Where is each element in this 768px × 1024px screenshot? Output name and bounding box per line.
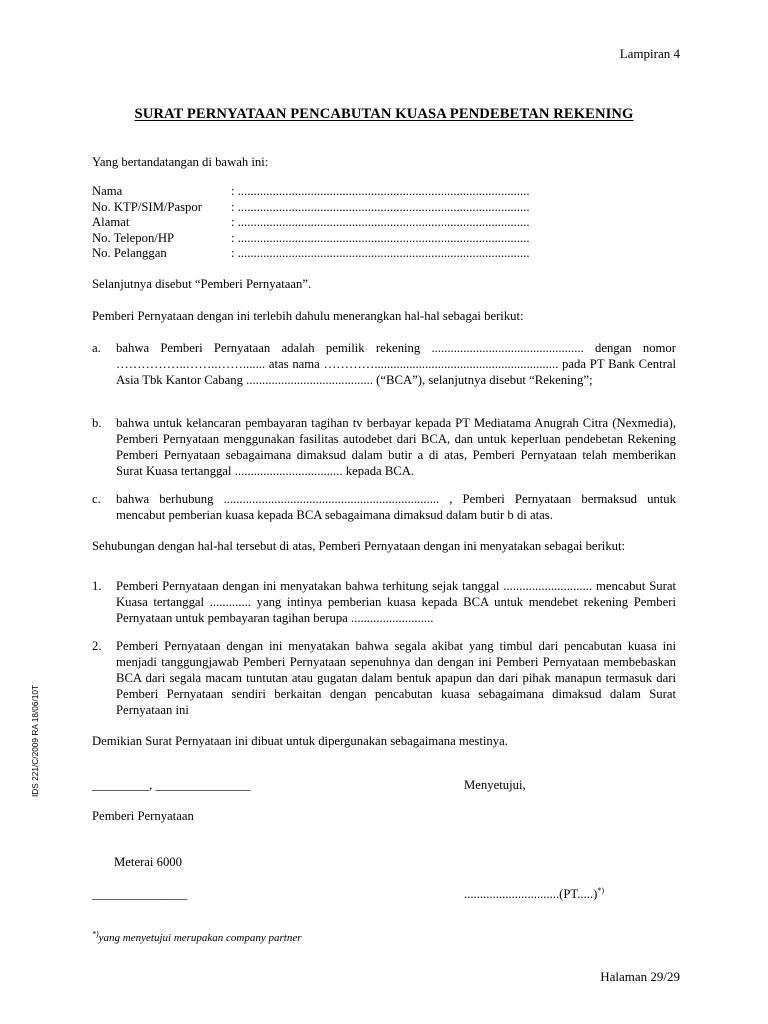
footnote: [92, 929, 302, 944]
declarant-label: Pemberi Pernyataan: [92, 809, 194, 823]
statement-2: [92, 638, 676, 718]
point-b: [92, 415, 676, 479]
field-label: No. Pelanggan: [92, 246, 167, 260]
approval-label: Menyetujui,: [464, 778, 526, 792]
field-blank: : ............................................................................................: [231, 246, 530, 260]
field-id-number: [92, 200, 530, 216]
point-a: [92, 340, 676, 388]
approver-signature-line: [464, 887, 604, 902]
statement-1: [92, 578, 676, 626]
field-label: No. KTP/SIM/Paspor: [92, 199, 202, 214]
stamp-label: Meterai 6000: [114, 855, 182, 869]
point-text: bahwa Pemberi Pernyataan adalah pemilik rekening ................................................ dengan nomor ……………..……..……....... atas nama ………….......................................................... pada PT Bank Central Asia Tbk Kantor Cabang ........................................ (“BCA”), selanjutnya disebut “Rekening”;: [116, 341, 676, 387]
field-customer-number: [92, 246, 530, 262]
identity-fields: [92, 184, 530, 262]
point-marker: b.: [92, 416, 102, 430]
point-text: bahwa berhubung .................................................................... , Pemberi Pernyataan bermaksud untuk mencabut pemberian kuasa kepada BCA sebagaimana dimaksud dalam butir b di atas.: [116, 492, 676, 522]
point-marker: c.: [92, 492, 101, 506]
point-text: bahwa untuk kelancaran pembayaran tagihan tv berbayar kepada PT Mediatama Anugrah Citra (Nexmedia), Pemberi Pernyataan menggunakan fasilitas autodebet dari BCA, dan untuk keperluan pendebetan Rekening Pemberi Pernyataan sebagaimana dimaksud dalam butir a di atas, Pemberi Pernyataan telah memberikan Surat Kuasa tertanggal .................................. kepada BCA.: [116, 416, 676, 478]
statement-marker: 2.: [92, 639, 102, 653]
attachment-label: Lampiran 4: [619, 46, 680, 61]
point-marker: a.: [92, 341, 101, 355]
field-address: [92, 215, 530, 231]
field-label: Alamat: [92, 215, 130, 229]
field-blank: : ............................................................................................: [231, 184, 530, 198]
statement-intro: Sehubungan dengan hal-hal tersebut di atas, Pemberi Pernyataan dengan ini menyatakan sebagai berikut:: [92, 539, 626, 553]
field-name: [92, 184, 530, 200]
field-blank: : ............................................................................................: [231, 199, 530, 214]
place-date-line: _________, _______________: [92, 778, 251, 792]
page-number: Halaman 29/29: [600, 969, 680, 984]
footnote-mark: *): [92, 929, 99, 939]
document-title: SURAT PERNYATAAN PENCABUTAN KUASA PENDEBETAN REKENING: [134, 106, 634, 122]
statement-marker: 1.: [92, 579, 102, 593]
field-blank: : ............................................................................................: [231, 215, 530, 229]
approver-footnote-mark: *): [597, 885, 605, 895]
intro-text: Yang bertandatangan di bawah ini:: [92, 155, 269, 169]
approver-line: ..............................(PT.....): [464, 887, 598, 901]
explanation-intro: Pemberi Pernyataan dengan ini terlebih dahulu menerangkan hal-hal sebagai berikut:: [92, 309, 524, 323]
field-phone: [92, 231, 530, 247]
closing-text: Demikian Surat Pernyataan ini dibuat untuk dipergunakan sebagaimana mestinya.: [92, 734, 508, 748]
field-label: Nama: [92, 184, 123, 198]
statement-text: Pemberi Pernyataan dengan ini menyatakan bahwa terhitung sejak tanggal ............................ mencabut Surat Kuasa tertanggal ............. yang intinya pemberian kuasa kepada BCA untuk mendebet rekening Pemberi Pernyataan untuk pembayaran tagihan berupa ..........................: [116, 579, 676, 625]
declarant-signature-line: _______________: [92, 887, 188, 901]
field-blank: : ............................................................................................: [231, 230, 530, 245]
footnote-text: yang menyetujui merupakan company partner: [98, 932, 302, 944]
side-document-code: IDS 221/C/2009 RA 18/06/10T: [30, 684, 40, 797]
alias-statement: Selanjutnya disebut “Pemberi Pernyataan”.: [92, 277, 312, 291]
statement-text: Pemberi Pernyataan dengan ini menyatakan bahwa segala akibat yang timbul dari pencabutan kuasa ini menjadi tanggungjawab Pemberi Pernyataan sepenuhnya dan dengan ini Pemberi Pernyataan membebaskan BCA dari segala macam tuntutan atau gugatan dalam bentuk apapun dan dari pihak manapun termasuk dari Pemberi Pernyataan sendiri berkaitan dengan pencabutan kuasa sebagaimana dimaksud dalam Surat Pernyataan ini: [116, 639, 676, 717]
point-c: [92, 491, 676, 523]
field-label: No. Telepon/HP: [92, 230, 175, 245]
